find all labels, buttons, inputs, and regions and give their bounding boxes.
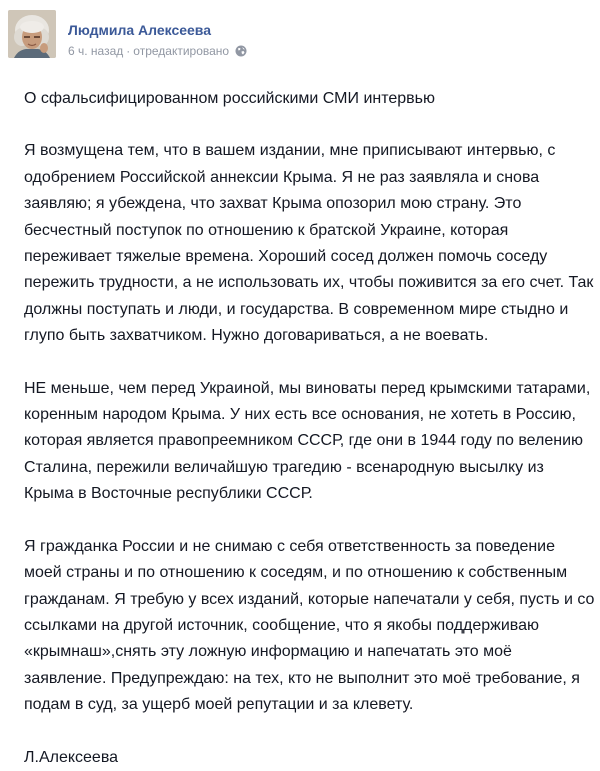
post-body bbox=[24, 86, 596, 771]
post-paragraph-1: Я возмущена тем, что в вашем издании, мне приписывают интервью, с одобрением Российской аннексии Крыма. Я не раз заявляла и снова заявляю; я убеждена, что захват Крыма опозорил мою страну. Это бесчестный поступок по отношению к братской Украине, которая переживает тяжелые времена. Хороший сосед должен помочь соседу пережить трудности, а не использовать их, чтобы поживится за его счет. Так должны поступать и люди, и государства. В современном мире стыдно и глупо быть захватчиком. Нужно договариваться, а не воевать. bbox=[24, 142, 594, 345]
globe-icon[interactable] bbox=[235, 45, 247, 57]
post-paragraph-2: НЕ меньше, чем перед Украиной, мы виноваты перед крымскими татарами, коренным народом Крыма. У них есть все основания, не хотеть в Россию, которая является правопреемником СССР, где они в 1944 году по велению Сталина, пережили величайшую трагедию - всенародную высылку из Крыма в Восточные республики СССР. bbox=[24, 379, 591, 503]
post-meta bbox=[68, 44, 247, 58]
post-signature: Л.Алексеева bbox=[24, 748, 119, 766]
avatar-photo-icon bbox=[8, 10, 56, 58]
author-name-link[interactable]: Людмила Алексеева bbox=[68, 22, 212, 38]
edited-link[interactable]: отредактировано bbox=[133, 44, 230, 58]
author-avatar[interactable] bbox=[8, 10, 56, 58]
post-paragraph-3: Я гражданка России и не снимаю с себя ответственность за поведение моей страны и по отношению к соседям, и по отношению к собственным гражданам. Я требую у всех изданий, которые напечатали у себя, пусть и со ссылками на другой источник, сообщение, что я якобы поддерживаю «крымнаш»,снять эту ложную информацию и напечатать это моё заявление. Предупреждаю: на тех, кто не выполнит это моё требование, я подам в суд, за ущерб моей репутации и за клевету. bbox=[24, 537, 595, 714]
post-title: О сфальсифицированном российскими СМИ интервью bbox=[24, 90, 435, 107]
post-timestamp[interactable]: 6 ч. назад bbox=[68, 44, 124, 58]
meta-separator: · bbox=[126, 44, 131, 58]
